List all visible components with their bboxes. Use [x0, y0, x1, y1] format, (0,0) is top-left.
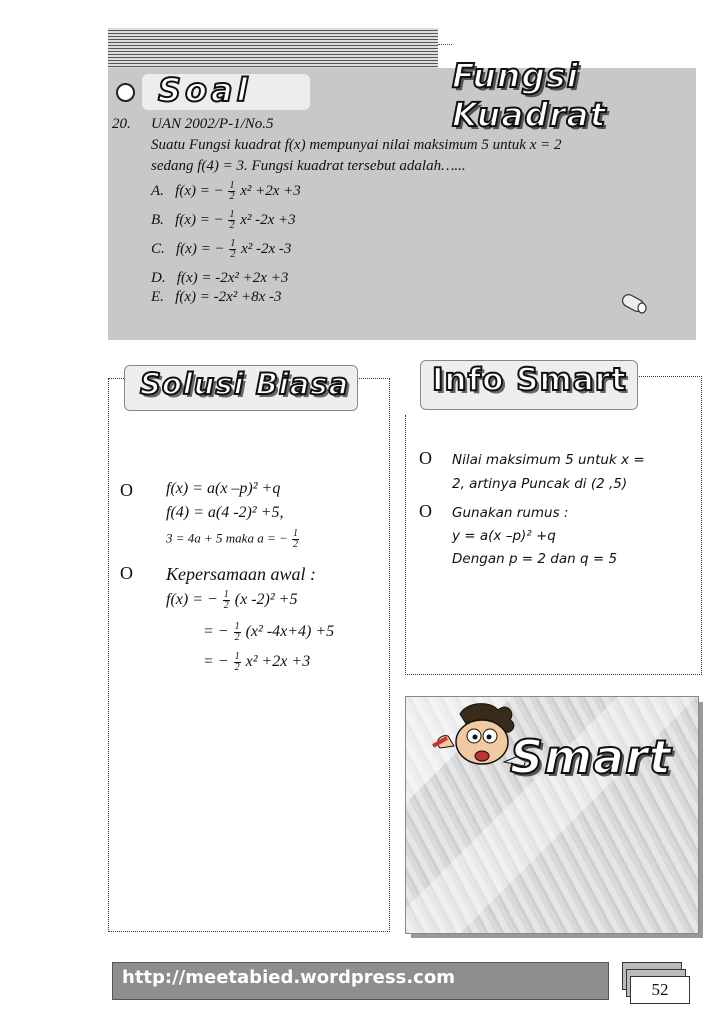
- info-item2-line3: Dengan p = 2 dan q = 5: [452, 551, 618, 567]
- option-letter: D.: [151, 270, 166, 286]
- info-item1-line1: Nilai maksimum 5 untuk x =: [452, 452, 645, 468]
- solution-line4: Kepersamaan awal :: [166, 564, 316, 584]
- solution-line2: f(4) = a(4 -2)² +5,: [166, 504, 284, 521]
- scroll-icon: [620, 293, 650, 315]
- option-letter: E.: [151, 289, 164, 305]
- bullet-icon: O: [419, 501, 432, 521]
- question-number: 20.: [112, 116, 131, 132]
- header-stripe: [108, 28, 438, 70]
- solution-title: Solusi Biasa: [140, 367, 350, 401]
- fraction: $\frac{1}{2}$: [229, 180, 235, 202]
- option-lhs: f(x) = −: [175, 182, 224, 199]
- fraction: $\frac{1}{2}$: [223, 589, 229, 611]
- solution-line5: [166, 590, 297, 611]
- solution-line5-rhs: (x -2)² +5: [234, 591, 298, 609]
- option-rest: x² +2x +3: [240, 182, 301, 199]
- bullet-icon: O: [120, 480, 133, 500]
- option-letter: B.: [151, 211, 164, 228]
- option-lhs: f(x) = −: [176, 240, 225, 257]
- fraction: $\frac{1}{2}$: [234, 621, 240, 643]
- footer-url[interactable]: http://meetabied.wordpress.com: [122, 967, 455, 988]
- option-e: [151, 289, 282, 306]
- option-lhs: f(x) = -2x² +8x -3: [175, 289, 282, 305]
- question-source: UAN 2002/P-1/No.5: [151, 116, 274, 132]
- solution-line6-lhs: = −: [203, 623, 229, 641]
- info-item1-line2: 2, artinya Puncak di (2 ,5): [452, 476, 628, 492]
- option-lhs: f(x) = −: [175, 211, 224, 228]
- option-b: [151, 210, 296, 231]
- info-border-left: [405, 415, 406, 673]
- solution-line1: f(x) = a(x –p)² +q: [166, 480, 281, 497]
- topic-title: Fungsi Kuadrat: [452, 56, 607, 134]
- solution-line3-text: 3 = 4a + 5 maka a = −: [166, 530, 288, 546]
- info-item2-line2: y = a(x –p)² +q: [452, 528, 556, 544]
- fraction: $\frac{1}{2}$: [229, 209, 235, 231]
- fraction: $\frac{1}{2}$: [293, 528, 298, 550]
- solution-line6-rhs: (x² -4x+4) +5: [245, 623, 335, 641]
- solution-line7: [203, 652, 310, 673]
- option-letter: C.: [151, 240, 165, 257]
- option-rest: x² -2x -3: [241, 240, 292, 257]
- option-c: [151, 239, 291, 260]
- info-item2-line1: Gunakan rumus :: [452, 505, 569, 521]
- question-text-line2: sedang f(4) = 3. Fungsi kuadrat tersebut adalah…...: [151, 158, 466, 174]
- option-rest: x² -2x +3: [240, 211, 296, 228]
- option-lhs: f(x) = -2x² +2x +3: [176, 270, 289, 286]
- solution-line6: [203, 622, 334, 643]
- fraction: $\frac{1}{2}$: [234, 651, 240, 673]
- info-title: Info Smart: [432, 362, 627, 398]
- info-box: [405, 376, 702, 675]
- page-number: 52: [630, 976, 690, 1004]
- bullet-icon: O: [120, 563, 133, 583]
- option-letter: A.: [151, 182, 164, 199]
- fraction: $\frac{1}{2}$: [230, 238, 236, 260]
- smart-label: Smart: [510, 730, 672, 784]
- question-text-line1: Suatu Fungsi kuadrat f(x) mempunyai nilai maksimum 5 untuk x = 2: [151, 137, 562, 153]
- solution-line5-lhs: f(x) = −: [166, 591, 218, 609]
- header-dots: [438, 44, 452, 45]
- solution-line7-lhs: = −: [203, 653, 229, 671]
- bullet-icon: O: [419, 448, 432, 468]
- solution-line7-rhs: x² +2x +3: [245, 653, 311, 671]
- option-a: [151, 181, 301, 202]
- circle-bullet-icon: [116, 83, 135, 102]
- option-d: [151, 270, 288, 287]
- section-tag: Soal: [158, 71, 252, 109]
- solution-line3: [166, 529, 300, 550]
